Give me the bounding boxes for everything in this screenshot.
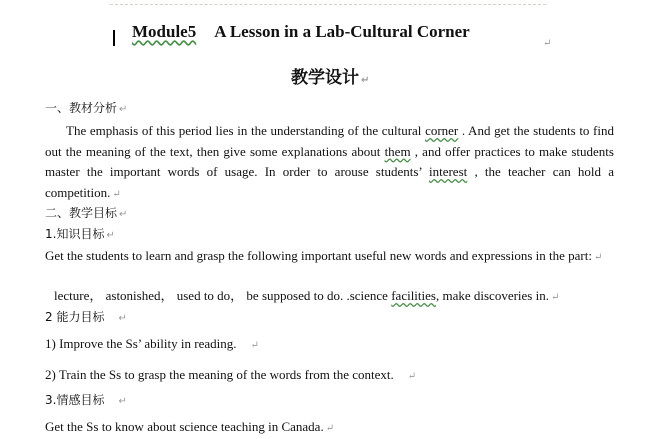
word-facilities: facilities — [391, 288, 436, 303]
module-number: Module5 — [132, 22, 197, 41]
ability-goal-heading: 2 能力目标 ↵ — [45, 310, 127, 324]
knowledge-goal-text: Get the students to learn and grasp the following important useful new words and expressions in the part: ↵ — [45, 248, 603, 263]
page-top-border — [110, 4, 546, 5]
section1-heading: 一、教材分析 ↵ — [45, 101, 128, 115]
word-corner: corner — [425, 123, 459, 138]
lesson-title: A Lesson in a Lab-Cultural Corner — [214, 22, 470, 41]
ability-goal-item-1: 1) Improve the Ss’ ability in reading. ↵ — [45, 336, 259, 351]
vocabulary-list: lecture， astonished， used to do， be supposed to do. .science facilities, make discoveries in. ↵ — [54, 288, 560, 303]
ability-goal-item-2: 2) Train the Ss to grasp the meaning of the words from the context. ↵ — [45, 367, 417, 382]
word-interest: interest — [428, 164, 468, 180]
module-title — [132, 22, 470, 42]
knowledge-goal-heading: 1.知识目标 ↵ — [45, 227, 115, 241]
paragraph-mark: ↵ — [543, 38, 552, 49]
section1-paragraph: The emphasis of this period lies in the understanding of the cultural corner . And get the students to find out the meaning of the text, then give some explanations about them , and offer practices to make students master the important words of usage. In order to arouse students’ interest , the teacher can hold a competition. ↵ — [45, 123, 615, 201]
text-cursor — [113, 30, 115, 46]
document-title-chinese: 教学设计 ↵ — [291, 68, 370, 88]
emotion-goal-text: Get the Ss to know about science teaching in Canada. ↵ — [45, 419, 335, 434]
word-them: them — [384, 143, 411, 159]
emotion-goal-heading: 3.情感目标 ↵ — [45, 393, 127, 407]
section2-heading: 二、教学目标 ↵ — [45, 206, 128, 220]
